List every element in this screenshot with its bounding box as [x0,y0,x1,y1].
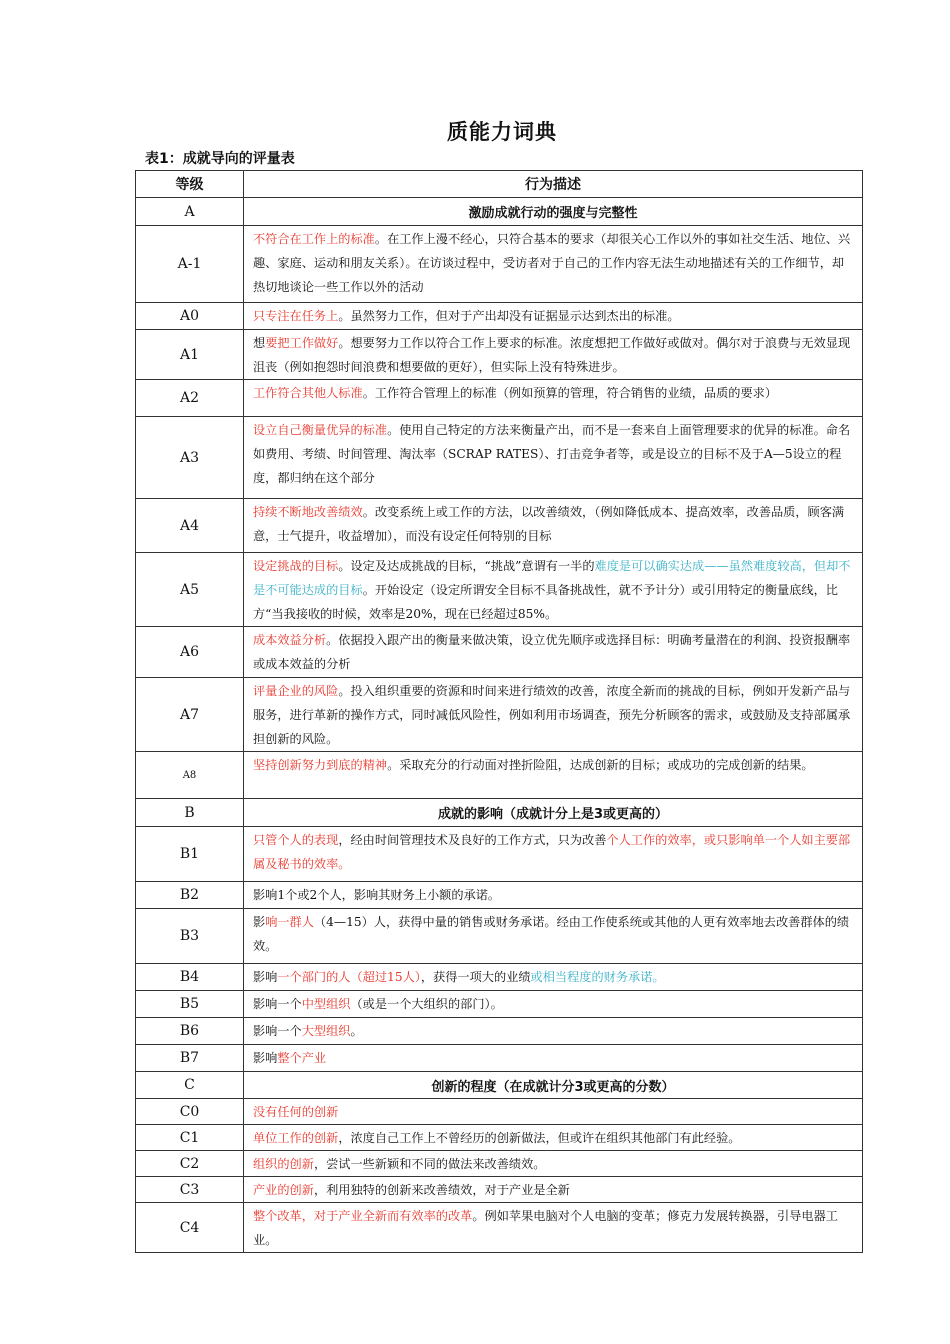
description-cell [244,330,863,380]
description-text: 。设定及达成挑战的目标，“挑战”意谓有一半的 [338,559,595,573]
table-row [136,827,863,882]
table-row [136,417,863,499]
description-text: 影 [253,915,266,929]
level-cell: B5 [136,991,244,1018]
highlighted-text: 单位工作的创新 [253,1131,339,1145]
section-row [136,799,863,827]
highlighted-text: 组织的创新 [253,1157,314,1171]
description-cell [244,1045,863,1072]
table-row [136,882,863,909]
highlighted-text: 评量企业的风险 [253,684,339,698]
description-cell [244,678,863,752]
table-row [136,1125,863,1151]
competency-table [135,170,863,1253]
description-text: 想 [253,336,266,350]
level-cell: C4 [136,1203,244,1253]
description-text: 影响1个或2个人，影响其财务上小额的承诺。 [253,888,501,902]
header-level: 等级 [136,171,244,198]
description-cell [244,303,863,330]
highlighted-text: 中型组织 [301,997,351,1011]
description-cell [244,1203,863,1253]
section-row [136,1072,863,1099]
highlighted-text: 持续不断地改善绩效 [253,505,363,519]
highlighted-text: 不符合在工作上的标准 [253,232,375,246]
table-row [136,1151,863,1177]
highlighted-text: 难度是可以确实达成——虽然难度较高，但却不是不可能达成的目标 [253,559,851,597]
level-cell: A1 [136,330,244,380]
highlighted-text: 设定挑战的目标 [253,559,339,573]
table-row [136,1177,863,1203]
level-cell: B3 [136,909,244,964]
level-cell: A [136,198,244,226]
description-cell [244,1177,863,1203]
table-row [136,1099,863,1125]
description-text: ，经由时间管理技术及良好的工作方式，只为改善 [338,833,607,847]
table-row [136,1045,863,1072]
level-cell: A4 [136,499,244,553]
table-row [136,964,863,991]
level-cell: C2 [136,1151,244,1177]
table-caption: 表1：成就导向的评量表 [145,151,295,167]
description-cell [244,752,863,799]
section-heading: 成就的影响（成就计分上是3或更高的） [244,799,863,827]
highlighted-text: 只专注在任务上 [253,309,339,323]
description-text: 。投入组织重要的资源和时间来进行绩效的改善，浓度全新而的挑战的目标，例如开发新产品与服务，进行革新的操作方式，同时减低风险性，例如利用市场调查，预先分析顾客的需求，或鼓励及支持部属承担创新的风险。 [253,684,851,746]
description-text: 。虽然努力工作，但对于产出却没有证据显示达到杰出的标准。 [338,309,680,323]
description-text: 影响一个 [253,997,302,1011]
level-cell: A5 [136,553,244,627]
highlighted-text: 个人工作的效率，或只影响单一个人如主要部属及秘书的效率。 [253,833,851,871]
highlighted-text: 坚持创新努力到底的精神 [253,758,388,772]
description-text: 。依据投入跟产出的衡量来做决策，设立优先顺序或选择目标：明确考量潜在的利润、投资报酬率或成本效益的分析 [253,633,851,671]
description-cell [244,882,863,909]
table-row [136,226,863,303]
highlighted-text: 整个产业 [277,1051,327,1065]
level-cell: C0 [136,1099,244,1125]
level-cell: A8 [136,752,244,799]
highlighted-text: 成本效益分析 [253,633,327,647]
table-row [136,752,863,799]
description-cell [244,909,863,964]
section-row [136,198,863,226]
description-cell [244,1099,863,1125]
highlighted-text: 一个部门的人（超过15人） [277,970,421,984]
header-description: 行为描述 [244,171,863,198]
level-cell: A6 [136,627,244,678]
description-cell [244,553,863,627]
table-row [136,1203,863,1253]
highlighted-text: 产业的创新 [253,1183,314,1197]
level-cell: B1 [136,827,244,882]
description-text: ，获得一项大的业绩 [420,970,531,984]
table-header-row [136,171,863,198]
level-cell: C [136,1072,244,1099]
level-cell: A0 [136,303,244,330]
level-cell: B4 [136,964,244,991]
description-text: 影响 [253,970,278,984]
description-text: 。工作符合管理上的标准（例如预算的管理，符合销售的业绩，品质的要求） [362,386,778,400]
description-cell [244,1018,863,1045]
table-row [136,499,863,553]
level-cell: A7 [136,678,244,752]
document-title: 质能力词典 [447,120,557,144]
description-text: ，利用独特的创新来改善绩效，对于产业是全新 [313,1183,570,1197]
description-text: 。采取充分的行动面对挫折险阻，达成创新的目标；或成功的完成创新的结果。 [387,758,814,772]
description-text: 。例如苹果电脑对个人电脑的变革；修克力发展转换器，引导电器工业。 [253,1209,838,1247]
table-row [136,678,863,752]
description-text: （4—15）人，获得中量的销售或财务承诺。经由工作使系统或其他的人更有效率地去改善群体的绩效。 [253,915,850,953]
highlighted-text: 要把工作做好 [265,336,339,350]
description-text: 。改变系统上或工作的方法，以改善绩效，（例如降低成本、提高效率，改善品质，顾客满意，士气提升，收益增加），而没有设定任何特别的目标 [253,505,845,543]
description-cell [244,499,863,553]
table-row [136,991,863,1018]
level-cell: B7 [136,1045,244,1072]
table-row [136,627,863,678]
description-cell [244,1125,863,1151]
highlighted-text: 响一群人 [265,915,314,929]
description-text: 。在工作上漫不经心，只符合基本的要求（却很关心工作以外的事如社交生活、地位、兴趣、家庭、运动和朋友关系）。在访谈过程中，受访者对于自己的工作内容无法生动地描述有关的工作细节，却热切地谈论一些工作以外的活动 [253,232,851,294]
description-cell [244,964,863,991]
highlighted-text: 整个改革，对于产业全新而有效率的改革 [253,1209,473,1223]
table-row [136,909,863,964]
table-row [136,380,863,417]
description-cell [244,991,863,1018]
description-text: （或是一个大组织的部门）。 [350,997,503,1011]
table-row [136,553,863,627]
level-cell: B6 [136,1018,244,1045]
description-cell [244,827,863,882]
description-text: ，浓度自己工作上不曾经历的创新做法，但或许在组织其他部门有此经验。 [338,1131,741,1145]
description-cell [244,226,863,303]
highlighted-text: 大型组织 [301,1024,351,1038]
description-cell [244,417,863,499]
level-cell: A3 [136,417,244,499]
description-text: 。 [350,1024,363,1038]
table-row [136,303,863,330]
level-cell: A-1 [136,226,244,303]
level-cell: A2 [136,380,244,417]
table-row [136,1018,863,1045]
level-cell: C1 [136,1125,244,1151]
highlighted-text: 没有任何的创新 [253,1105,339,1119]
description-text: 影响一个 [253,1024,302,1038]
description-text: 影响 [253,1051,278,1065]
level-cell: B [136,799,244,827]
description-text: 。开始设定（设定所谓安全目标不具备挑战性，就不予计分）或引用特定的衡量底线，比方“当我接收的时候，效率是20%，现在已经超过85%。 [253,583,838,621]
level-cell: C3 [136,1177,244,1203]
description-text: ，尝试一些新颖和不同的做法来改善绩效。 [313,1157,546,1171]
highlighted-text: 或相当程度的财务承诺。 [530,970,665,984]
section-heading: 激励成就行动的强度与完整性 [244,198,863,226]
description-cell [244,627,863,678]
description-cell [244,380,863,417]
table-row [136,330,863,380]
section-heading: 创新的程度（在成就计分3或更高的分数） [244,1072,863,1099]
description-cell [244,1151,863,1177]
description-text: 。使用自己特定的方法来衡量产出，而不是一套来自上面管理要求的优异的标准。命名如费用、考绩、时间管理、淘汰率（SCRAP RATES）、打击竞争者等，或是设立的目标不及于A—5设立的程度，都归纳在这个部分 [253,423,851,485]
description-text: 。想要努力工作以符合工作上要求的标准。浓度想把工作做好或做对。偶尔对于浪费与无效显现沮丧（例如抱怨时间浪费和想要做的更好），但实际上没有特殊进步。 [253,336,851,374]
highlighted-text: 只管个人的表现 [253,833,339,847]
table-body [136,198,863,1253]
level-cell: B2 [136,882,244,909]
highlighted-text: 工作符合其他人标准 [253,386,363,400]
highlighted-text: 设立自己衡量优异的标准 [253,423,388,437]
